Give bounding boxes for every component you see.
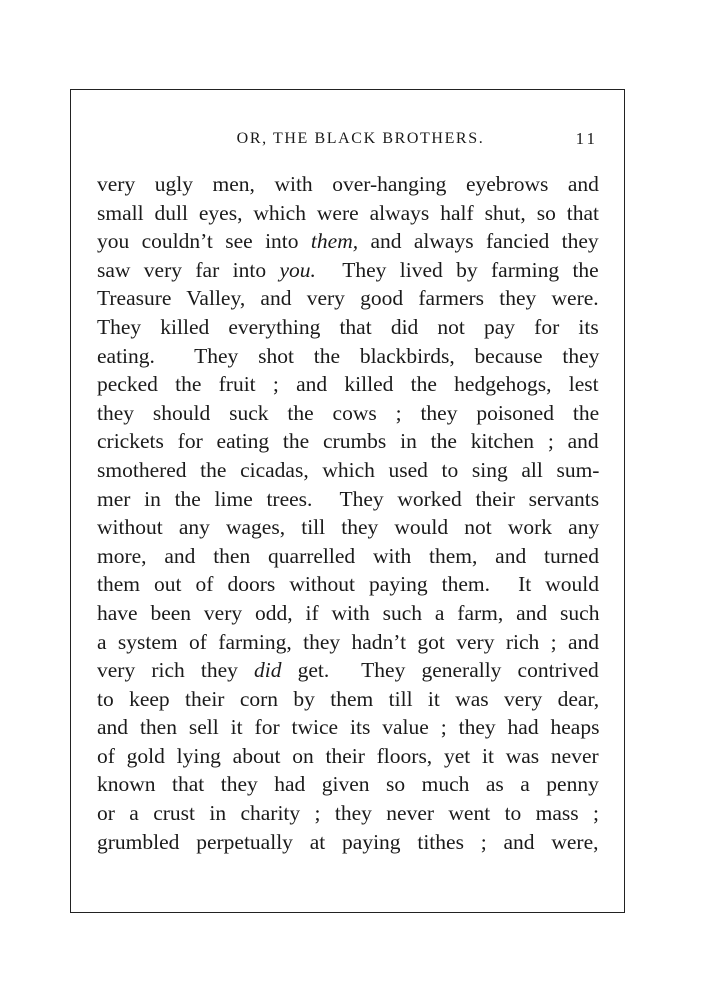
text-line: them out of doors without paying them. It would	[97, 572, 599, 597]
running-title: OR, THE BLACK BROTHERS.	[236, 130, 485, 147]
text-line: Treasure Valley, and very good farmers they were.	[97, 286, 599, 311]
italic-emphasis: you.	[279, 257, 316, 282]
text-line: known that they had given so much as a penny	[97, 772, 599, 797]
text-line: more, and then quarrelled with them, and turned	[97, 543, 599, 568]
text-line: pecked the fruit ; and killed the hedgehogs, lest	[97, 372, 599, 397]
text-line: have been very odd, if with such a farm, and such	[97, 600, 600, 625]
text-line: They killed everything that did not pay for its	[97, 314, 599, 339]
page-number: 11	[575, 129, 598, 148]
text-line: of gold lying about on their floors, yet it was never	[97, 743, 599, 768]
running-header	[0, 124, 721, 154]
text-line: and then sell it for twice its value ; they had heaps	[97, 715, 600, 740]
text-line: to keep their corn by them till it was very dear,	[97, 686, 600, 711]
text-line: mer in the lime trees. They worked their servants	[97, 486, 600, 511]
text-line: very rich they did get. They generally contrived	[97, 658, 599, 683]
text-line: you couldn’t see into them, and always fancied they	[97, 229, 599, 254]
text-line: crickets for eating the crumbs in the kitchen ; and	[97, 429, 599, 454]
text-line: without any wages, till they would not work any	[97, 515, 600, 540]
text-line: saw very far into you. They lived by farming the	[97, 257, 599, 282]
text-line: eating. They shot the blackbirds, because they	[97, 343, 600, 368]
text-line: smothered the cicadas, which used to sing all sum-	[97, 457, 600, 482]
text-line: or a crust in charity ; they never went to mass ;	[97, 801, 600, 826]
italic-emphasis: did	[254, 658, 282, 683]
text-line: they should suck the cows ; they poisoned the	[97, 400, 600, 425]
text-line: a system of farming, they hadn’t got very rich ; and	[97, 629, 600, 654]
body-text	[97, 170, 599, 856]
italic-emphasis: them,	[310, 229, 359, 254]
text-line: very ugly men, with over-hanging eyebrows and	[97, 172, 599, 196]
text-line: small dull eyes, which were always half shut, so that	[97, 200, 599, 225]
text-line: grumbled perpetually at paying tithes ; and were,	[97, 829, 599, 854]
